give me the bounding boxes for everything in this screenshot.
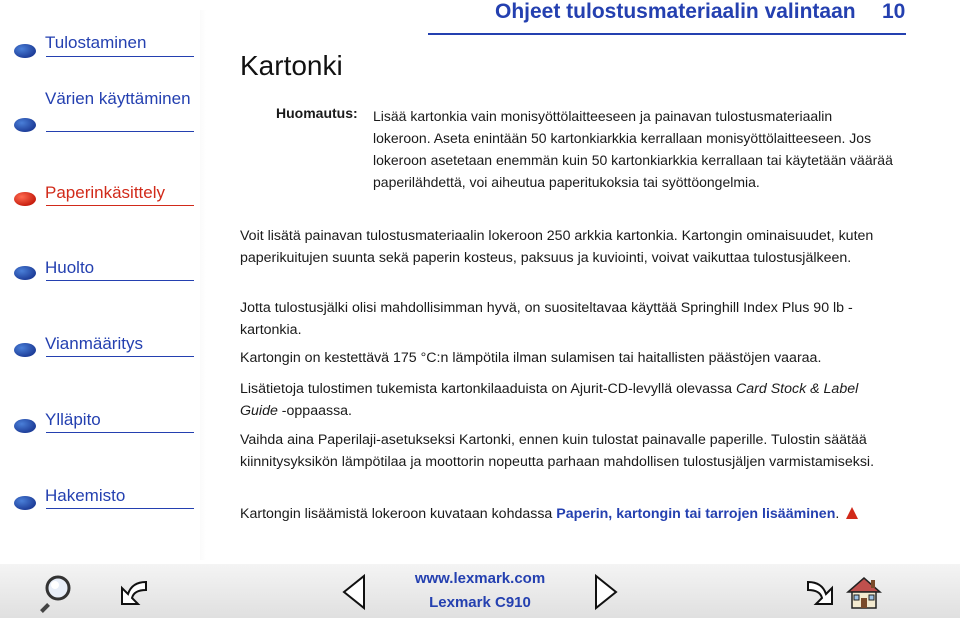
sidebar-item-label[interactable]: Paperinkäsittely [45,183,166,202]
section-title: Kartonki [240,50,343,81]
note-text: Lisää kartonkia vain monisyöttölaitteeseen ja painavan tulostusmateriaalin lokeroon. Aseta enintään 50 kartonkiarkkia kerrallaan monisyöttölaitteeseen. Jos lokeroon asetetaan enemmän kuin 50 kartonkiarkkia kerrallaan tai käytetään väärää paperilähdettä, voi aiheutua paperitukoksia tai syöttöongelmia. [373,108,893,190]
sidebar-item-yllapito[interactable] [12,407,187,447]
search-icon[interactable] [34,570,78,614]
page-number: 10 [882,0,906,23]
sidebar-item-underline [46,356,194,357]
sidebar-item-vianmaaritys[interactable] [12,332,187,372]
paragraph-paper-type: Vaihda aina Paperilaji-asetukseksi Kartonki, ennen kuin tulostat painavalle paperille. Tulostin säätää kiinnitysyksikön lämpötilaa ja moottorin nopeutta parhaan mahdollisen tulostusjäljen varmistamiseksi. [240,432,875,470]
sidebar-item-underline [46,280,194,281]
more-info-text: Lisätietoja tulostimen tukemista kartonkilaaduista on Ajurit-CD-levyllä olevassa [240,381,737,397]
sidebar-nav [0,0,200,564]
paragraph-temperature: Kartongin on kestettävä 175 °C:n lämpötila ilman sulamisen tai haitallisten päästöjen vaaraa. [240,350,822,366]
sidebar-item-underline [46,131,194,132]
sidebar-item-label[interactable]: Vianmääritys [45,334,143,353]
sidebar-item-paperinkasittely[interactable] [12,180,187,220]
header-divider [428,33,906,35]
loading-ref-suffix: . [835,506,840,522]
sidebar-item-underline [46,432,194,433]
forward-arrow-icon[interactable] [796,570,840,614]
nav-bullet-active-icon [14,192,36,206]
nav-bullet-icon [14,343,36,357]
loading-link[interactable]: Paperin, kartongin tai tarrojen lisääminen [556,506,836,522]
loading-ref-text: Kartongin lisäämistä lokeroon kuvataan kohdassa [240,506,557,522]
nav-bullet-icon [14,118,36,132]
sidebar-item-underline [46,205,194,206]
nav-bullet-icon [14,266,36,280]
paragraph-recommendation: Jotta tulostusjälki olisi mahdollisimman hyvä, on suositeltavaa käyttää Springhill Index Plus 90 lb -kartonkia. [240,300,853,338]
note-label: Huomautus: [276,105,358,121]
next-page-icon[interactable] [584,570,628,614]
footer-product: Lexmark C910 [429,594,531,611]
up-arrow-icon[interactable] [846,507,858,519]
back-arrow-icon[interactable] [114,570,158,614]
sidebar-item-underline [46,56,194,57]
sidebar-item-label[interactable]: Hakemisto [45,486,126,505]
sidebar-item-huolto[interactable] [12,256,187,296]
home-icon[interactable] [842,570,886,614]
paragraph-more-info [240,379,880,422]
guide-title: Card Stock & Label Guide [240,381,859,419]
nav-bullet-icon [14,44,36,58]
more-info-suffix: -oppaassa. [277,402,352,419]
sidebar-item-label[interactable]: Ylläpito [45,410,101,429]
sidebar-item-label[interactable]: Tulostaminen [45,33,147,52]
sidebar-item-varien-kayttaminen[interactable] [12,88,191,134]
sidebar-item-tulostaminen[interactable] [12,32,187,72]
previous-page-icon[interactable] [332,570,376,614]
paragraph-loading-ref [240,504,880,526]
nav-bullet-icon [14,496,36,510]
sidebar-item-label[interactable]: Värien käyttäminen [45,89,191,108]
nav-bullet-icon [14,419,36,433]
sidebar-item-label[interactable]: Huolto [45,258,95,277]
sidebar-item-hakemisto[interactable] [12,484,187,524]
sidebar-item-underline [46,508,194,509]
footer-url[interactable]: www.lexmark.com [414,570,546,587]
paragraph-capacity: Voit lisätä painavan tulostusmateriaalin lokeroon 250 arkkia kartonkia. Kartongin ominaisuudet, kuten paperikuitujen suunta sekä paperin kosteus, paksuus ja kuviointi, voivat vaikuttaa tulostusjälkeen. [240,228,874,266]
header-title: Ohjeet tulostusmateriaalin valintaan [495,0,856,23]
